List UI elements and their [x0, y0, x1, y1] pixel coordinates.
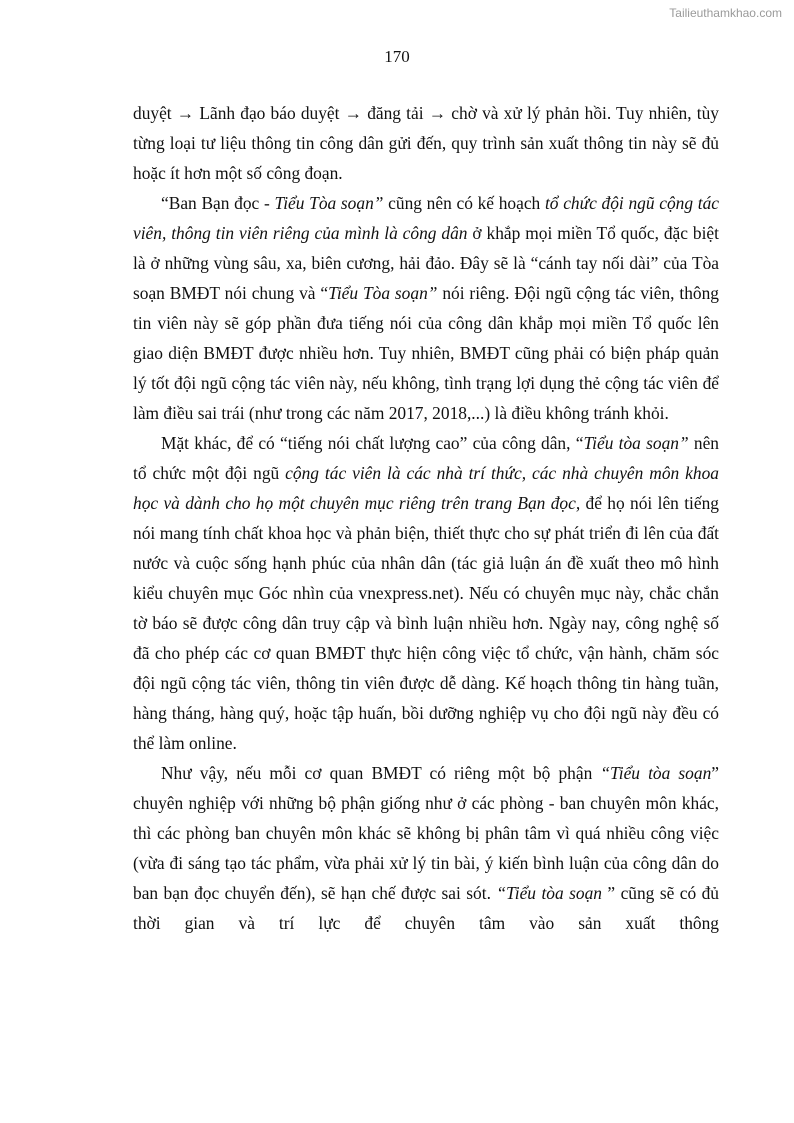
- text-run: “Ban Bạn đọc -: [161, 193, 275, 213]
- paragraph-p3: [133, 428, 719, 758]
- text-run: duyệt → Lãnh đạo báo duyệt → đăng tải → chờ và xử lý phản hồi. Tuy nhiên, tùy từng loại tư liệu thông tin công dân gửi đến, quy trình sản xuất thông tin này sẽ đủ hoặc ít hơn một số công đoạn.: [133, 103, 719, 183]
- text-run: ” chuyên nghiệp với những bộ phận giống như ở các phòng - ban chuyên môn khác, thì các phòng ban chuyên môn khác sẽ không bị phân tâm vì quá nhiều công việc (vừa đi sáng tạo tác phẩm, vừa phải xử lý tin bài, ý kiến bình luận của công dân do ban bạn đọc chuyển đến), sẽ hạn chế được sai sót.: [133, 763, 720, 903]
- text-run: cũng nên có kế hoạch: [383, 193, 545, 213]
- text-run: nói riêng. Đội ngũ cộng tác viên, thông tin viên này sẽ góp phần đưa tiếng nói của công dân khắp mọi miền Tổ quốc lên giao diện BMĐT được nhiều hơn. Tuy nhiên, BMĐT cũng phải có biện pháp quản lý tốt đội ngũ cộng tác viên này, nếu không, tình trạng lợi dụng thẻ cộng tác viên để làm điều sai trái (như trong các năm 2017, 2018,...) là điều không tránh khỏi.: [133, 283, 719, 423]
- paragraph-p4: [133, 758, 719, 938]
- italic-text: “Tiểu tòa soạn: [600, 763, 712, 783]
- italic-text: Tiểu Tòa soạn”: [328, 283, 438, 303]
- text-run: để họ nói lên tiếng nói mang tính chất khoa học và phản biện, thiết thực cho sự phát triển đi lên của đất nước và cuộc sống hạnh phúc của nhân dân (tác giả luận án đề xuất theo mô hình kiểu chuyên mục Góc nhìn của vnexpress.net). Nếu có chuyên mục này, chắc chắn tờ báo sẽ được công dân truy cập và bình luận nhiều hơn. Ngày nay, công nghệ số đã cho phép các cơ quan BMĐT thực hiện công việc tổ chức, vận hành, chăm sóc đội ngũ cộng tác viên, thông tin viên được dễ dàng. Kế hoạch thông tin hàng tuần, hàng tháng, hàng quý, hoặc tập huấn, bồi dưỡng nghiệp vụ cho đội ngũ này đều có thể làm online.: [133, 493, 719, 753]
- watermark-text: Tailieuthamkhao.com: [669, 6, 782, 20]
- paragraph-p1: [133, 98, 719, 188]
- text-run: Như vậy, nếu mỗi cơ quan BMĐT có riêng một bộ phận: [161, 763, 601, 783]
- page-number: 170: [384, 47, 410, 66]
- text-run: ở khắp mọi miền Tổ quốc, đặc biệt là ở những vùng sâu, xa, biên cương, hải đảo. Đây sẽ là “cánh tay nối dài” của Tòa soạn BMĐT nói chung và “: [133, 223, 719, 303]
- text-run: nên tổ chức một đội ngũ: [133, 433, 719, 483]
- italic-text: tổ chức đội ngũ cộng tác viên, thông tin viên riêng của mình là công dân: [133, 193, 720, 243]
- text-run: Mặt khác, để có “tiếng nói chất lượng cao” của công dân, “: [161, 433, 584, 453]
- italic-text: cộng tác viên là các nhà trí thức, các nhà chuyên môn khoa học và dành cho họ một chuyên mục riêng trên trang Bạn đọc,: [133, 463, 719, 513]
- italic-text: Tiểu Tòa soạn”: [274, 193, 384, 213]
- italic-text: Tiểu tòa soạn”: [583, 433, 689, 453]
- italic-text: “Tiểu tòa soạn: [496, 883, 602, 903]
- text-run: ” cũng sẽ có đủ thời gian và trí lực để chuyên tâm vào sản xuất thông: [133, 883, 719, 933]
- document-body: [133, 98, 719, 938]
- paragraph-p2: [133, 188, 719, 428]
